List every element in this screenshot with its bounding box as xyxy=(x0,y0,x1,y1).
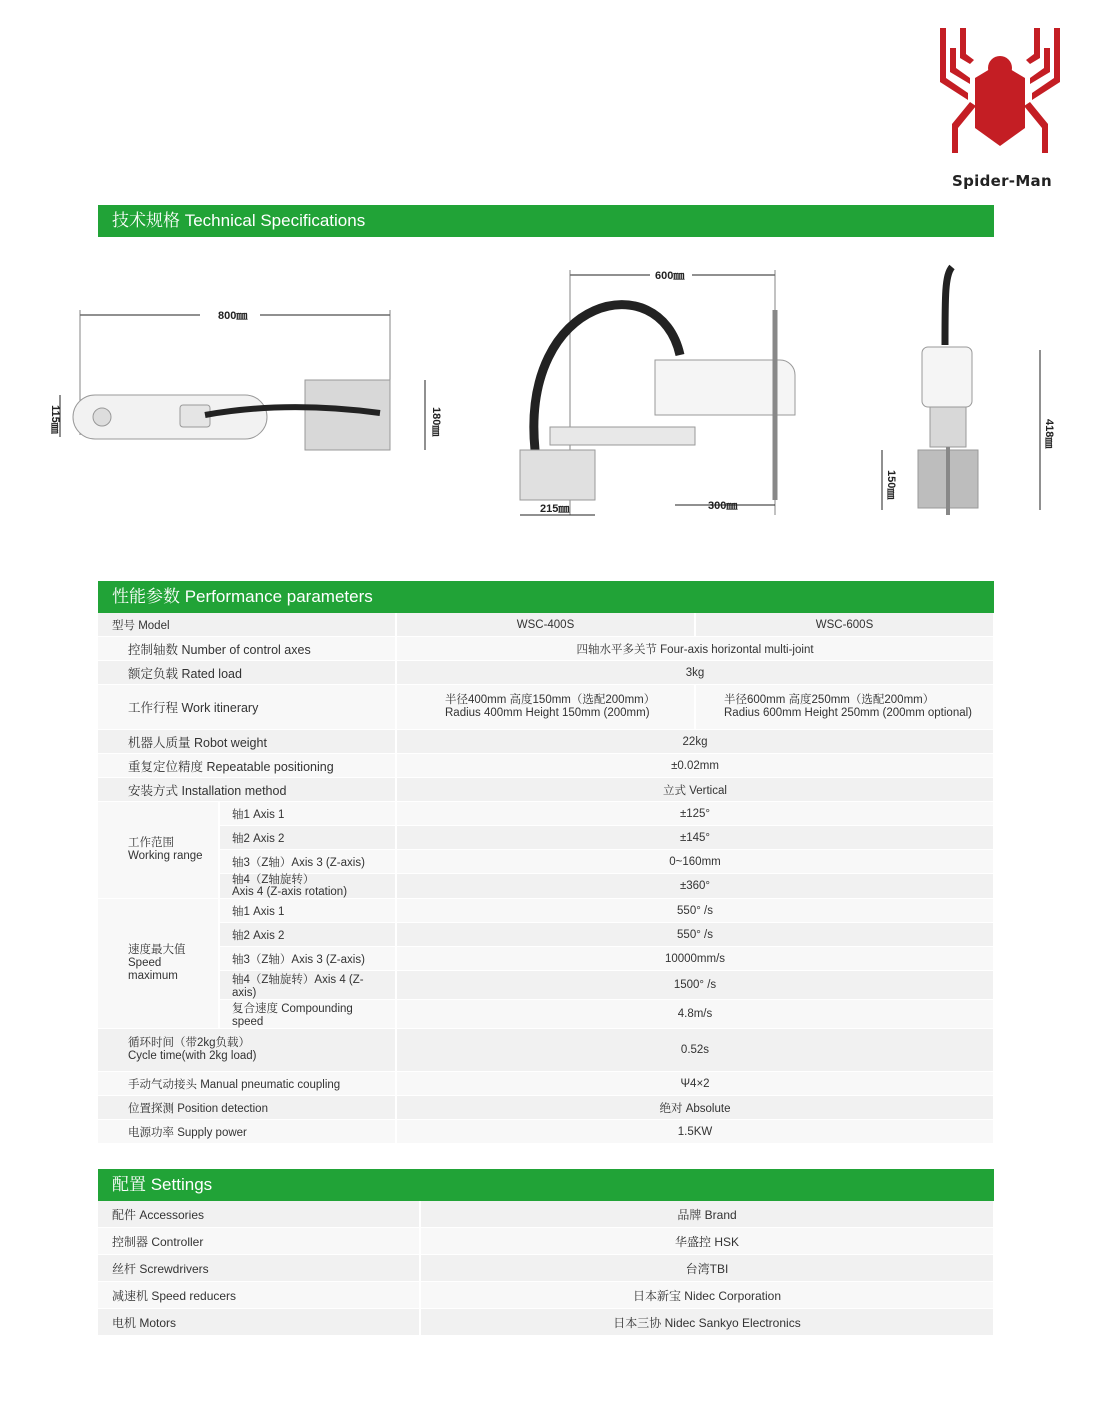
sub-label: 轴4（Z轴旋转）Axis 4 (Z-axis) xyxy=(219,971,396,1000)
dim-side-arm: 300㎜ xyxy=(708,500,738,512)
settings-value: 日本新宝 Nidec Corporation xyxy=(420,1282,994,1309)
itinerary-b xyxy=(695,685,994,730)
row-value: 1.5KW xyxy=(396,1120,994,1144)
settings-label: 控制器 Controller xyxy=(98,1228,420,1255)
working-range-label xyxy=(98,802,219,899)
row-value: ±125° xyxy=(396,802,994,826)
row-label: 机器人质量 Robot weight xyxy=(98,730,396,754)
sub-label: 轴2 Axis 2 xyxy=(219,826,396,850)
table-row xyxy=(98,730,994,754)
settings-label: 配件 Accessories xyxy=(98,1201,420,1228)
spider-man-logo xyxy=(930,18,1070,193)
section-header-perf: 性能参数 Performance parameters xyxy=(98,581,994,613)
row-label: 手动气动接头 Manual pneumatic coupling xyxy=(98,1072,396,1096)
settings-value: 台湾TBI xyxy=(420,1255,994,1282)
model-b: WSC-600S xyxy=(695,613,994,637)
row-value: 0.52s xyxy=(396,1029,994,1072)
row-value: 四轴水平多关节 Four-axis horizontal multi-joint xyxy=(396,637,994,661)
dim-top-left: 115㎜ xyxy=(49,405,61,434)
row-label: 位置探测 Position detection xyxy=(98,1096,396,1120)
row-label: 重复定位精度 Repeatable positioning xyxy=(98,754,396,778)
sub-label: 轴3（Z轴）Axis 3 (Z-axis) xyxy=(219,947,396,971)
row-value: Ψ4×2 xyxy=(396,1072,994,1096)
sub-label-axis4 xyxy=(219,874,396,899)
table-row xyxy=(98,685,994,730)
settings-label: 减速机 Speed reducers xyxy=(98,1282,420,1309)
performance-table xyxy=(98,613,995,1144)
sub-label: 轴1 Axis 1 xyxy=(219,802,396,826)
table-row xyxy=(98,1228,994,1255)
dim-side-reach: 600㎜ xyxy=(655,270,685,282)
row-value: 绝对 Absolute xyxy=(396,1096,994,1120)
table-row xyxy=(98,1072,994,1096)
cycle-time-cn: 循环时间（带2kg负载） xyxy=(128,1037,251,1049)
table-row xyxy=(98,637,994,661)
table-row xyxy=(98,661,994,685)
table-row xyxy=(98,1255,994,1282)
row-value: 550° /s xyxy=(396,899,994,923)
table-row xyxy=(98,754,994,778)
settings-value: 品牌 Brand xyxy=(420,1201,994,1228)
table-row xyxy=(98,613,994,637)
table-row xyxy=(98,947,994,971)
sub-label: 轴1 Axis 1 xyxy=(219,899,396,923)
row-label: 电源功率 Supply power xyxy=(98,1120,396,1144)
section-header-tech: 技术规格 Technical Specifications xyxy=(98,205,994,237)
row-value: ±0.02mm xyxy=(396,754,994,778)
table-row xyxy=(98,1309,994,1336)
table-row xyxy=(98,850,994,874)
row-value: 4.8m/s xyxy=(396,1000,994,1029)
settings-value: 日本三协 Nidec Sankyo Electronics xyxy=(420,1309,994,1336)
row-label: 额定负载 Rated load xyxy=(98,661,396,685)
axis4-cn: 轴4（Z轴旋转） xyxy=(232,874,315,886)
itinerary-b-cn: 半径600mm 高度250mm（选配200mm） xyxy=(724,694,935,706)
table-row xyxy=(98,899,994,923)
settings-table xyxy=(98,1201,995,1336)
front-view-drawing xyxy=(882,267,1055,515)
table-row xyxy=(98,826,994,850)
itinerary-a-cn: 半径400mm 高度150mm（选配200mm） xyxy=(445,694,656,706)
itinerary-b-en: Radius 600mm Height 250mm (200mm optional) xyxy=(724,707,972,719)
dim-top-right: 180㎜ xyxy=(430,407,442,437)
settings-value: 华盛控 HSK xyxy=(420,1228,994,1255)
dim-top-width: 800㎜ xyxy=(218,310,248,322)
table-row xyxy=(98,1096,994,1120)
dim-front-base: 150㎜ xyxy=(885,470,897,500)
dim-front-height: 418㎜ xyxy=(1043,419,1055,449)
top-view-drawing xyxy=(49,307,442,450)
model-a: WSC-400S xyxy=(396,613,695,637)
row-value: 立式 Vertical xyxy=(396,778,994,802)
table-row xyxy=(98,1120,994,1144)
cycle-time-label xyxy=(98,1029,396,1072)
working-range-en: Working range xyxy=(128,850,203,862)
itinerary-a xyxy=(396,685,695,730)
row-value: 22kg xyxy=(396,730,994,754)
table-row xyxy=(98,1000,994,1029)
row-value: ±360° xyxy=(396,874,994,899)
settings-label: 丝杆 Screwdrivers xyxy=(98,1255,420,1282)
row-value: 550° /s xyxy=(396,923,994,947)
row-value: 10000mm/s xyxy=(396,947,994,971)
row-value: ±145° xyxy=(396,826,994,850)
table-row xyxy=(98,802,994,826)
row-label: 工作行程 Work itinerary xyxy=(98,685,396,730)
speed-max-en: Speed maximum xyxy=(128,957,178,982)
row-value: 1500° /s xyxy=(396,971,994,1000)
table-row xyxy=(98,778,994,802)
speed-max-label xyxy=(98,899,219,1029)
sub-label: 轴3（Z轴）Axis 3 (Z-axis) xyxy=(219,850,396,874)
sub-label: 复合速度 Compounding speed xyxy=(219,1000,396,1029)
dim-side-base: 215㎜ xyxy=(540,503,570,515)
row-label: 控制轴数 Number of control axes xyxy=(98,637,396,661)
sub-label: 轴2 Axis 2 xyxy=(219,923,396,947)
settings-label: 电机 Motors xyxy=(98,1309,420,1336)
table-row xyxy=(98,971,994,1000)
row-label: 型号 Model xyxy=(98,613,396,637)
technical-drawings xyxy=(40,255,1060,545)
table-row xyxy=(98,1201,994,1228)
speed-max-cn: 速度最大值 xyxy=(128,944,186,956)
brand-name: Spider-Man xyxy=(952,172,1052,190)
itinerary-a-en: Radius 400mm Height 150mm (200mm) xyxy=(445,707,650,719)
table-row xyxy=(98,874,994,899)
table-row xyxy=(98,1282,994,1309)
row-value: 0~160mm xyxy=(396,850,994,874)
cycle-time-en: Cycle time(with 2kg load) xyxy=(128,1050,257,1062)
section-header-settings: 配置 Settings xyxy=(98,1169,994,1201)
side-view-drawing xyxy=(520,267,795,515)
working-range-cn: 工作范围 xyxy=(128,837,174,849)
table-row xyxy=(98,1029,994,1072)
row-value: 3kg xyxy=(396,661,994,685)
row-label: 安装方式 Installation method xyxy=(98,778,396,802)
axis4-en: Axis 4 (Z-axis rotation) xyxy=(232,886,348,898)
table-row xyxy=(98,923,994,947)
